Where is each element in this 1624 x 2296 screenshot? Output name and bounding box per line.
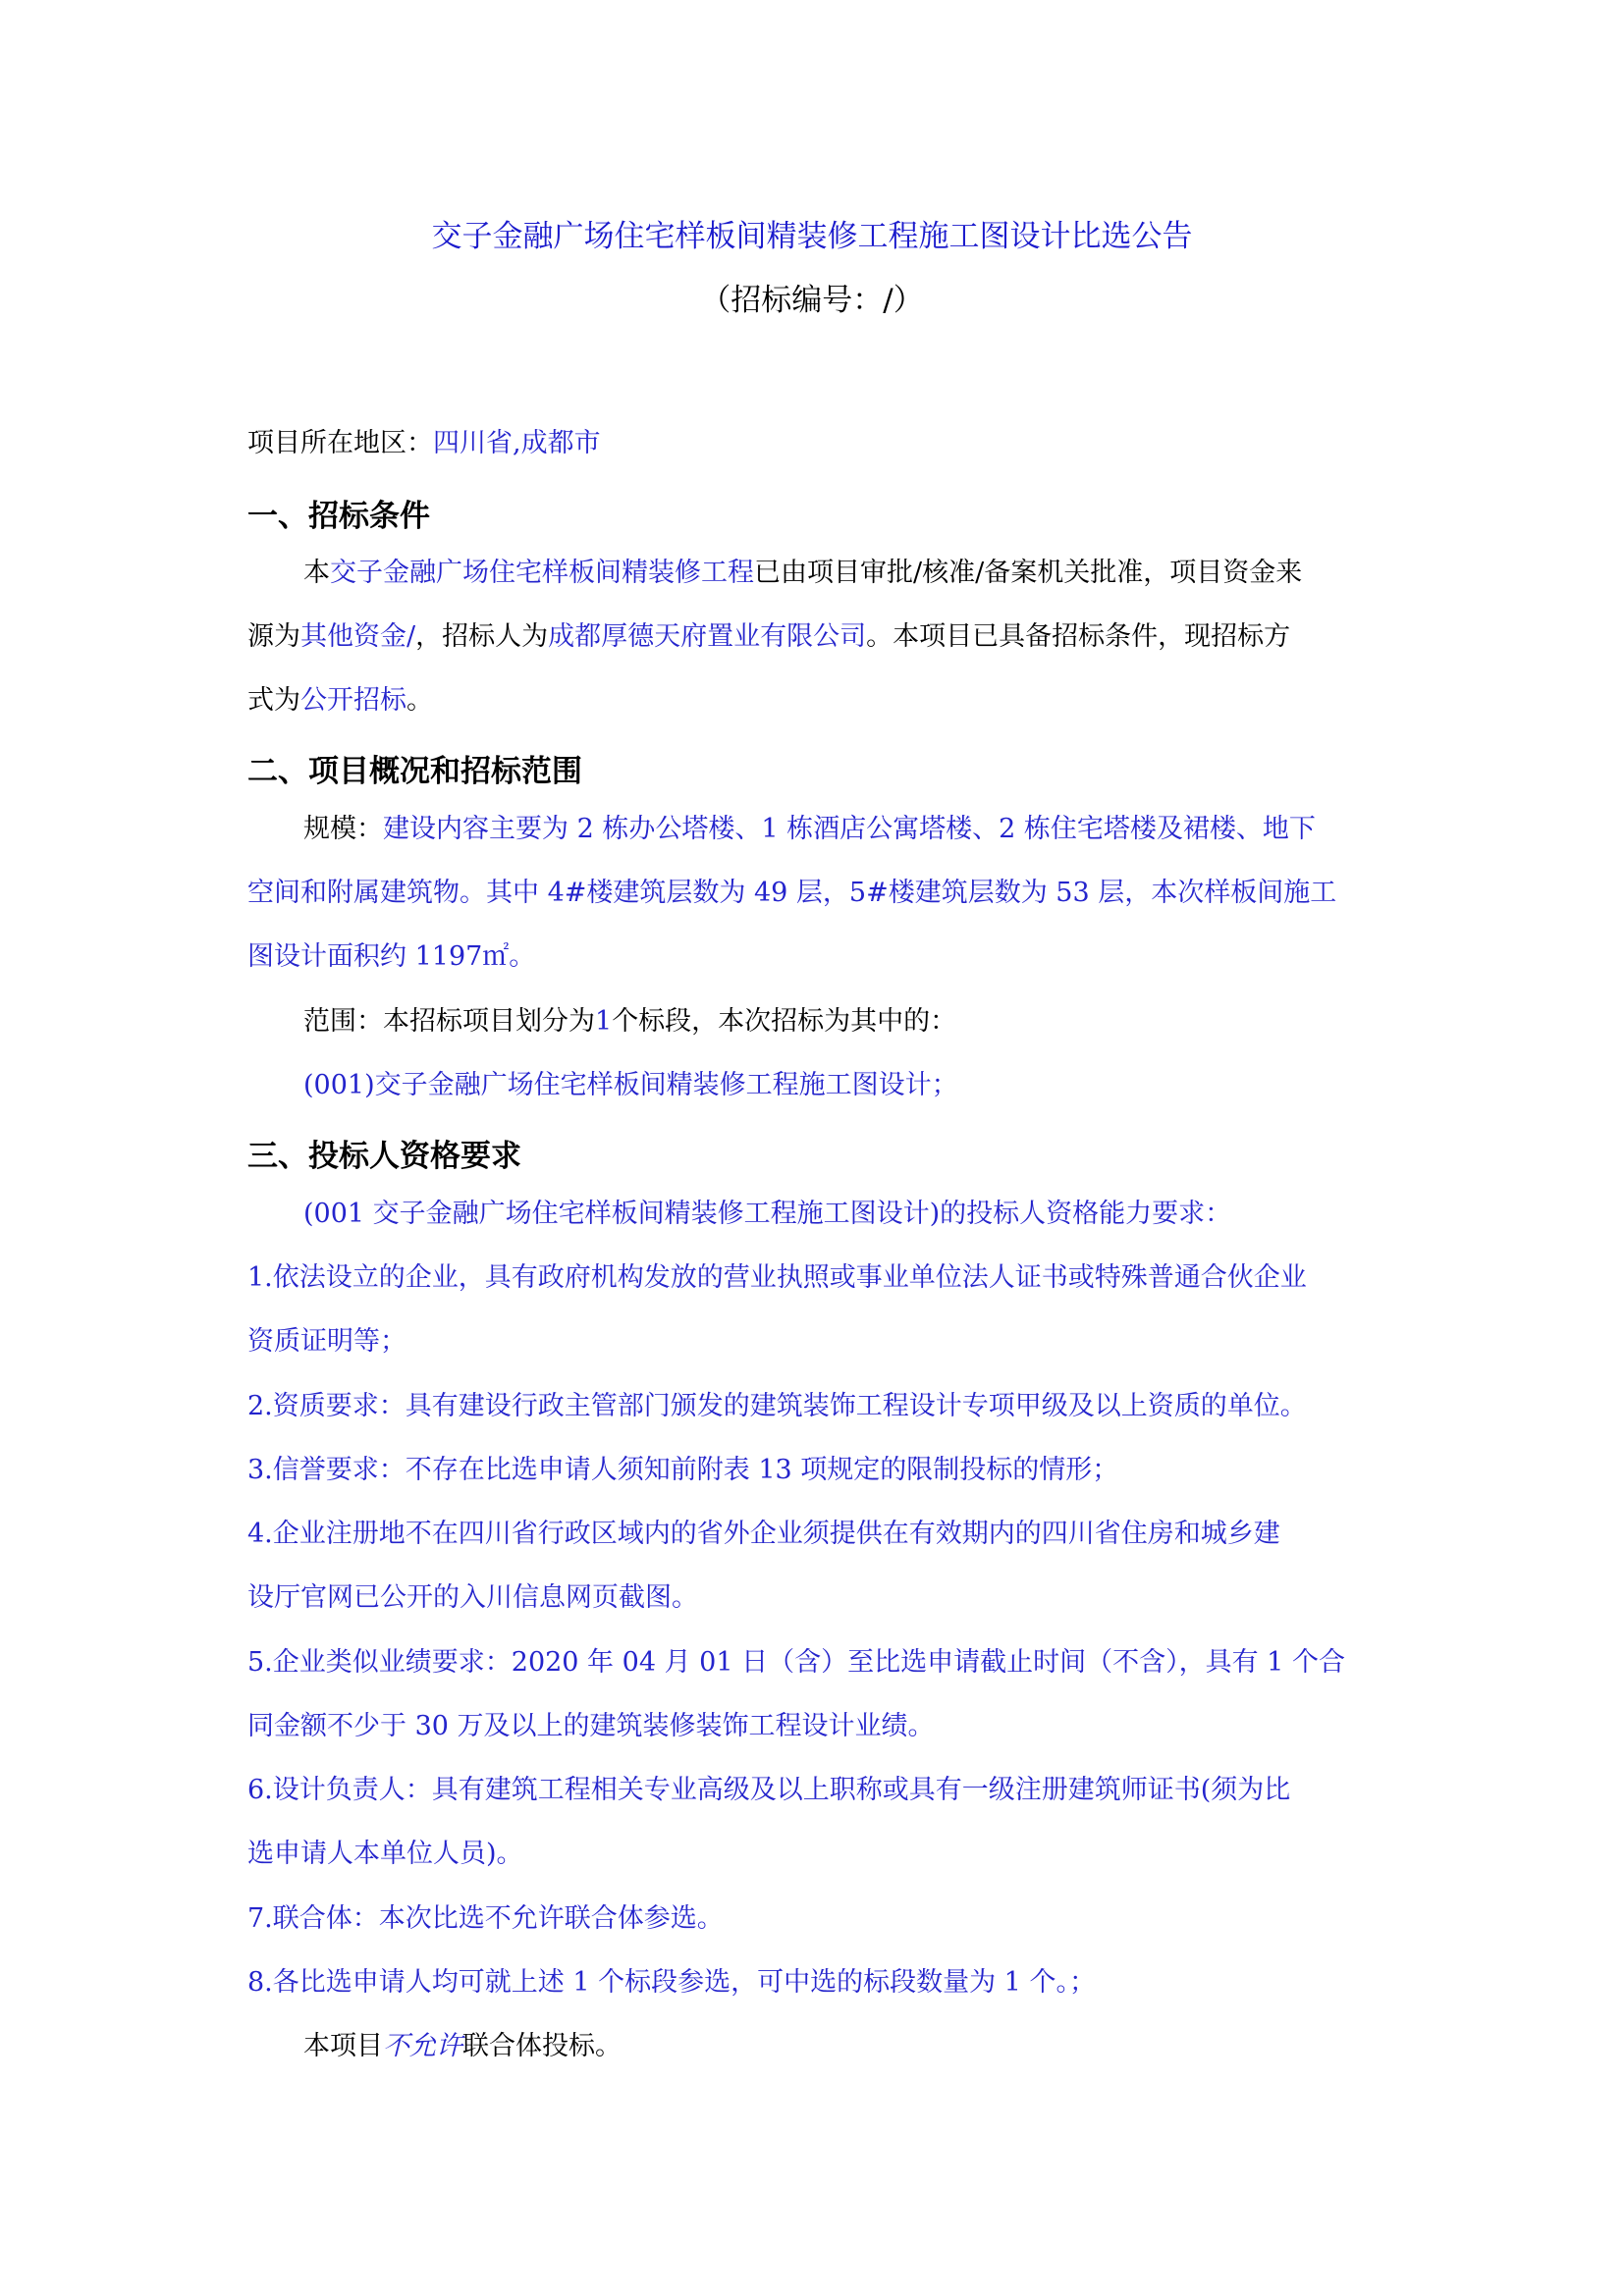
qualification-item: 设厅官网已公开的入川信息网页截图。 — [247, 1582, 698, 1613]
scale-text: 建设内容主要为 2 栋办公塔楼、1 栋酒店公寓塔楼、2 栋住宅塔楼及裙楼、地下 — [383, 814, 1316, 844]
qualification-item: 同金额不少于 30 万及以上的建筑装修装饰工程设计业绩。 — [247, 1711, 935, 1741]
lot-item: (001)交子金融广场住宅样板间精装修工程施工图设计； — [303, 1070, 958, 1100]
consortium-text: 联合体投标。 — [462, 2031, 622, 2061]
document-title: 交子金融广场住宅样板间精装修工程施工图设计比选公告 — [431, 219, 1193, 254]
s1-text: 已由项目审批/核准/备案机关批准，项目资金来 — [754, 558, 1303, 588]
s1-text: ，招标人为 — [415, 621, 549, 652]
s1-text: 。 — [406, 685, 433, 716]
qualification-item: 资质证明等； — [247, 1326, 406, 1357]
consortium-value: 不允许 — [383, 2031, 462, 2061]
qualification-item: 4.企业注册地不在四川省行政区域内的省外企业须提供在有效期内的四川省住房和城乡建 — [247, 1519, 1280, 1549]
consortium-statement — [303, 2027, 1383, 2066]
qualification-item: 7.联合体：本次比选不允许联合体参选。 — [247, 1903, 724, 1934]
scale-line1 — [303, 810, 1383, 849]
qualification-intro: (001 交子金融广场住宅样板间精装修工程施工图设计)的投标人资格能力要求： — [303, 1199, 1232, 1229]
section1-para-line2 — [247, 617, 1386, 657]
s1-fund-source: 其他资金/ — [300, 621, 416, 652]
qualification-item: 2.资质要求：具有建设行政主管部门颁发的建筑装饰工程设计专项甲级及以上资质的单位。 — [247, 1391, 1307, 1421]
section1-para-line3 — [247, 681, 1386, 721]
s1-text: 。本项目已具备招标条件，现招标方 — [866, 621, 1291, 652]
s1-text: 式为 — [247, 685, 300, 716]
section1-para-line1 — [303, 554, 1383, 593]
s1-text: 源为 — [247, 621, 300, 652]
location-value: 四川省,成都市 — [433, 428, 601, 458]
qualification-item: 3.信誉要求：不存在比选申请人须知前附表 13 项规定的限制投标的情形； — [247, 1455, 1119, 1485]
qualification-item: 5.企业类似业绩要求：2020 年 04 月 01 日（含）至比选申请截止时间（不含），具有 1 个合 — [247, 1647, 1345, 1678]
range-text: 个标段，本次招标为其中的： — [612, 1006, 957, 1037]
s1-text: 本 — [303, 558, 330, 588]
s1-tender-method: 公开招标 — [300, 685, 406, 716]
tender-number: （招标编号：/） — [700, 283, 924, 318]
s1-project-name: 交子金融广场住宅样板间精装修工程 — [330, 558, 754, 588]
scale-label: 规模： — [303, 814, 383, 844]
range-text: 范围：本招标项目划分为 — [303, 1006, 595, 1037]
s1-tenderer: 成都厚德天府置业有限公司 — [548, 621, 867, 652]
scale-line2: 空间和附属建筑物。其中 4#楼建筑层数为 49 层，5#楼建筑层数为 53 层，本次样板间施工 — [247, 878, 1337, 908]
qualification-item: 6.设计负责人：具有建筑工程相关专业高级及以上职称或具有一级注册建筑师证书(须为比 — [247, 1775, 1291, 1805]
section2-heading: 二、项目概况和招标范围 — [247, 754, 582, 789]
section1-heading: 一、招标条件 — [247, 499, 430, 534]
consortium-text: 本项目 — [303, 2031, 383, 2061]
qualification-item: 选申请人本单位人员)。 — [247, 1839, 523, 1869]
section3-heading: 三、投标人资格要求 — [247, 1139, 521, 1174]
qualification-item: 1.依法设立的企业，具有政府机构发放的营业执照或事业单位法人证书或特殊普通合伙企业 — [247, 1262, 1307, 1293]
project-location — [247, 424, 1386, 463]
qualification-item: 8.各比选申请人均可就上述 1 个标段参选，可中选的标段数量为 1 个。； — [247, 1967, 1096, 1998]
range-line — [303, 1002, 1383, 1041]
lot-count: 1 — [595, 1006, 613, 1037]
scale-line3: 图设计面积约 1197㎡。 — [247, 941, 536, 972]
location-label: 项目所在地区： — [247, 428, 433, 458]
